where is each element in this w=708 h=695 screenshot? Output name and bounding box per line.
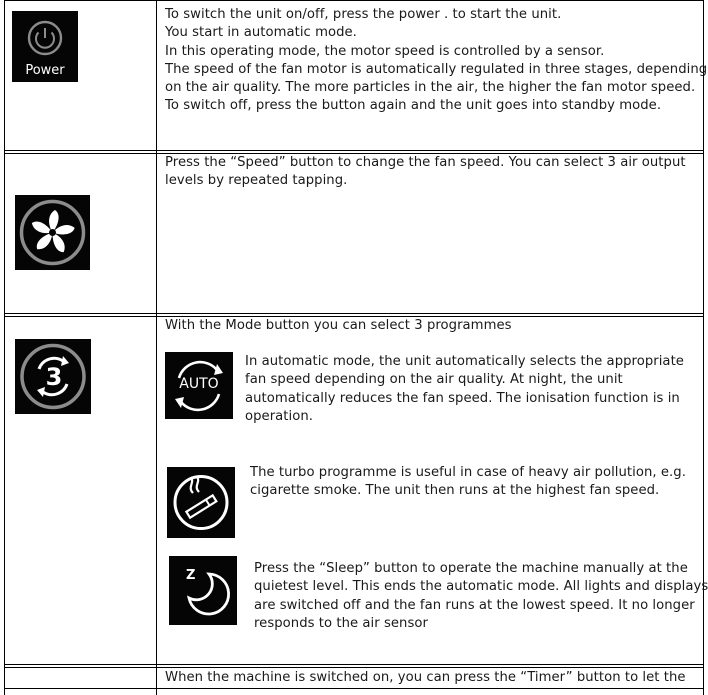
text-line: To switch off, press the button again and the unit goes into standby mode. [165, 98, 662, 114]
power-icon-label: Power [25, 63, 65, 78]
text-line: automatically reduces the fan speed. The ionisation function is in [245, 390, 680, 406]
table-border-bottom [4, 688, 704, 689]
text-line: levels by repeated tapping. [165, 173, 348, 189]
text-line: fan speed depending on the air quality. At night, the unit [245, 372, 623, 388]
table-border-top [4, 0, 704, 1]
text-line: To switch the unit on/off, press the power . to start the unit. [165, 7, 562, 22]
row-divider [4, 667, 704, 668]
text-line: When the machine is switched on, you can press the “Timer” button to let the [165, 670, 686, 685]
auto-mode-description [245, 353, 684, 426]
fan-speed-icon [15, 195, 90, 270]
text-line: In this operating mode, the motor speed is controlled by a sensor. [165, 43, 605, 59]
sleep-icon-z: Z [186, 568, 196, 583]
text-line: cigarette smoke. The unit then runs at the highest fan speed. [250, 483, 660, 499]
row-divider [4, 313, 704, 314]
auto-mode-icon [165, 352, 233, 419]
text-line: The turbo programme is useful in case of heavy air pollution, e.g. [250, 465, 686, 480]
turbo-smoke-icon [167, 467, 235, 538]
table-border-left [4, 0, 5, 695]
text-line: quietest level. This ends the automatic mode. All lights and displays [254, 579, 708, 595]
row-divider [4, 664, 704, 665]
instruction-table [4, 0, 708, 695]
column-divider [156, 0, 157, 695]
sleep-mode-description [254, 560, 708, 633]
sleep-moon-icon [169, 556, 237, 625]
svg-text:3: 3 [45, 363, 63, 391]
power-description [165, 6, 707, 116]
turbo-mode-description [250, 464, 686, 501]
speed-description [165, 154, 686, 191]
text-line: Press the “Speed” button to change the fan speed. You can select 3 air output [165, 155, 686, 170]
text-line: The speed of the fan motor is automatically regulated in three stages, depending [165, 61, 708, 77]
text-line: operation. [245, 408, 314, 424]
text-line: are switched off and the fan runs at the lowest speed. It no longer [254, 597, 695, 613]
text-line: In automatic mode, the unit automatically selects the appropriate [245, 354, 684, 369]
mode-3-icon [15, 339, 91, 414]
mode-intro: With the Mode button you can select 3 programmes [165, 318, 512, 333]
text-line: Press the “Sleep” button to operate the machine manually at the [254, 561, 688, 576]
text-line: responds to the air sensor [254, 615, 428, 631]
timer-description [165, 669, 686, 687]
row-divider [4, 150, 704, 151]
text-line: You start in automatic mode. [165, 25, 357, 41]
auto-icon-label: AUTO [179, 376, 219, 392]
power-icon [12, 11, 78, 82]
text-line: on the air quality. The more particles in the air, the higher the fan motor speed. [165, 80, 696, 96]
